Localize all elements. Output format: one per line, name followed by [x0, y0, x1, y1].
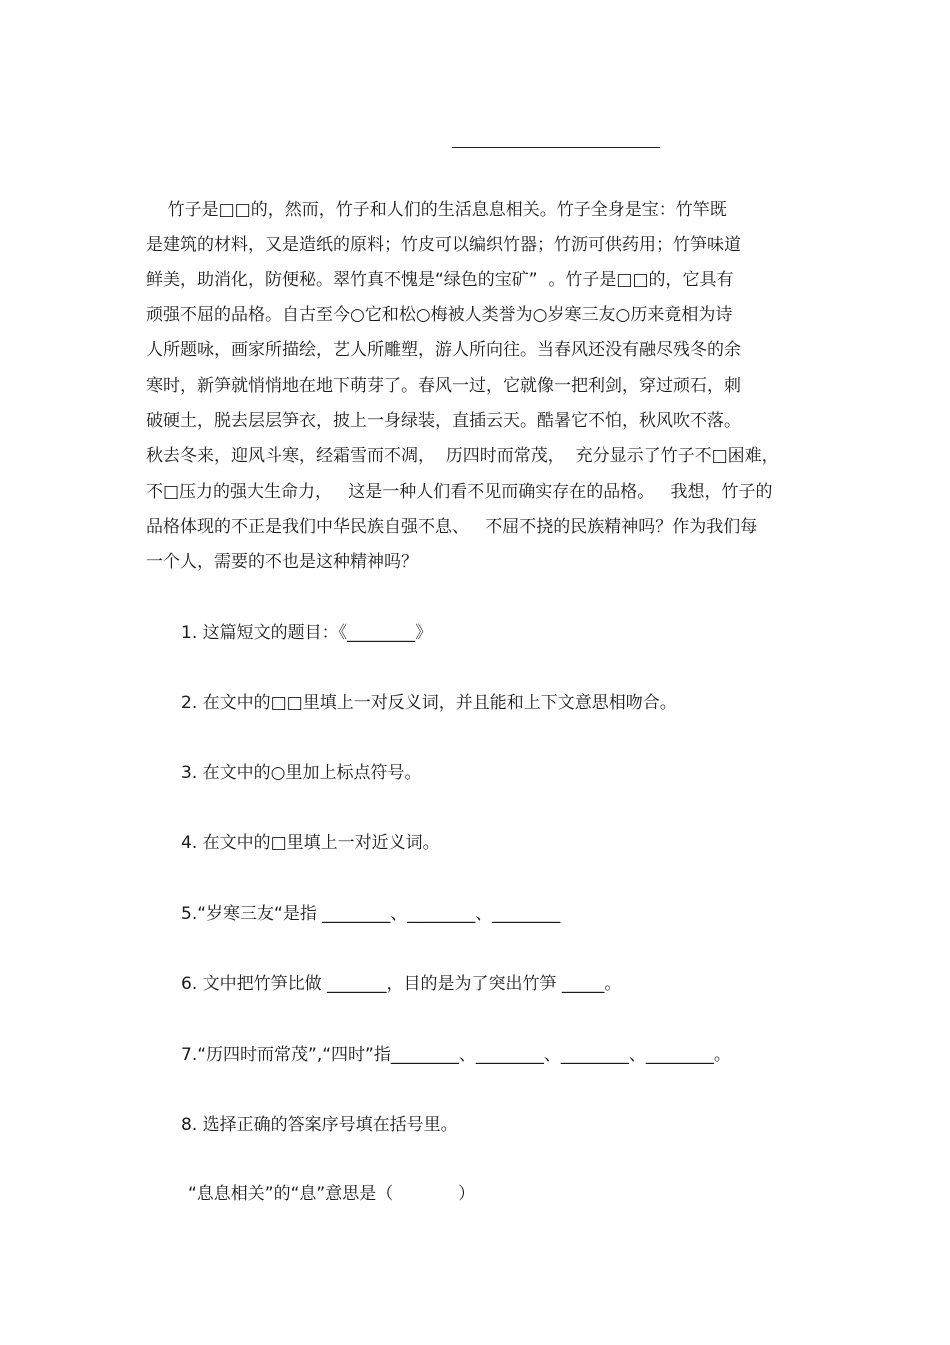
question-7: 7.“历四时而常茂”,“四时”指________、________、________、________。: [181, 1045, 731, 1065]
question-8-sub: “息息相关”的“息”意思是（ ）: [188, 1184, 476, 1204]
question-6: 6. 文中把竹笋比做 _______，目的是为了突出竹笋 _____。: [181, 974, 622, 994]
passage-line: 鲜美，助消化，防便秘。翠竹真不愧是“绿色的宝矿” 。竹子是□□的，它具有: [146, 270, 734, 290]
passage-line: 人所题咏，画家所描绘，艺人所雕塑，游人所向往。当春风还没有融尽残冬的余: [146, 340, 741, 360]
passage-line: 寒时，新笋就悄悄地在地下萌芽了。春风一过，它就像一把利剑，穿过顽石，刺: [146, 376, 741, 396]
passage-line: 品格体现的不正是我们中华民族自强不息、 不屈不挠的民族精神吗？作为我们每: [146, 517, 758, 537]
question-2: 2. 在文中的□□里填上一对反义词，并且能和上下文意思相吻合。: [181, 693, 677, 713]
passage-line: 不□压力的强大生命力， 这是一种人们看不见而确实存在的品格。 我想，竹子的: [146, 482, 773, 502]
question-1: 1. 这篇短文的题目：《________》: [181, 623, 433, 643]
passage-line: 破硬土，脱去层层笋衣，披上一身绿装，直插云天。酷暑它不怕，秋风吹不落。: [146, 411, 741, 431]
passage-line: 秋去冬来，迎风斗寒，经霜雪而不凋， 历四时而常茂， 充分显示了竹子不□困难，: [146, 446, 779, 466]
question-3: 3. 在文中的○里加上标点符号。: [181, 763, 422, 783]
question-5: 5.“岁寒三友“是指 ________、________、________: [181, 904, 561, 924]
question-4: 4. 在文中的□里填上一对近义词。: [181, 833, 440, 853]
title-blank-line: [452, 147, 660, 148]
passage-line: 是建筑的材料，又是造纸的原料；竹皮可以编织竹器；竹沥可供药用；竹笋味道: [146, 235, 741, 255]
question-8: 8. 选择正确的答案序号填在括号里。: [181, 1115, 458, 1135]
passage-line: 顽强不屈的品格。自古至今○它和松○梅被人类誉为○岁寒三友○历来竟相为诗: [146, 305, 733, 325]
passage-line: 一个人，需要的不也是这种精神吗？: [146, 552, 418, 572]
passage-line: 竹子是□□的，然而，竹子和人们的生活息息相关。竹子全身是宝：竹竿既: [146, 200, 727, 220]
